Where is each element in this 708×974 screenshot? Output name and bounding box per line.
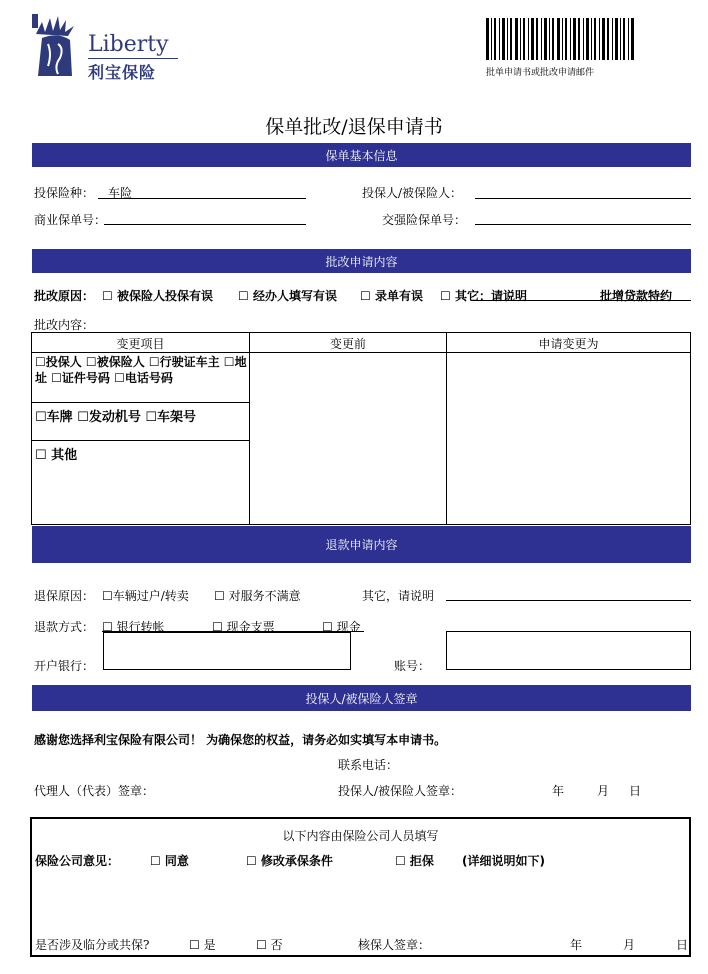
sign-year: 年 xyxy=(552,784,565,798)
barcode-caption: 批单申请书或批改申请邮件 xyxy=(486,68,595,78)
change-reason-opt3[interactable]: ☐ 录单有误 xyxy=(360,289,423,303)
change-reason-label: 批改原因： xyxy=(34,289,95,303)
change-content-label: 批改内容： xyxy=(34,318,95,332)
company-section-title: 以下内容由保险公司人员填写 xyxy=(282,829,439,843)
refund-reason-other-field[interactable] xyxy=(446,600,691,601)
checkbox-icon[interactable]: ☐ xyxy=(360,289,371,303)
refund-reason-label: 退保原因： xyxy=(34,589,95,603)
logo-chinese: 利宝保险 xyxy=(88,63,157,82)
phone-label: 联系电话： xyxy=(338,758,399,772)
company-year: 年 xyxy=(570,938,583,952)
insured-sign-label: 投保人/被保险人签章： xyxy=(338,784,463,798)
refund-reason-opt1[interactable]: ☐车辆过户/转卖 xyxy=(102,589,189,603)
company-opinion-label: 保险公司意见： xyxy=(35,854,120,868)
change-before-field[interactable] xyxy=(250,353,446,524)
company-day: 日 xyxy=(676,938,689,952)
compulsory-policy-field[interactable] xyxy=(475,224,691,225)
liberty-logo xyxy=(28,14,188,84)
compulsory-policy-label: 交强险保单号： xyxy=(382,213,467,227)
barcode-icon xyxy=(486,18,636,60)
underwriter-sign-label: 核保人签章： xyxy=(358,938,431,952)
joint-question: 是否涉及临分或共保? xyxy=(35,938,150,952)
sign-month: 月 xyxy=(597,784,610,798)
change-reason-other[interactable]: ☐ 其它：请说明 xyxy=(440,289,527,303)
opinion-agree[interactable]: ☐ 同意 xyxy=(150,854,189,868)
refund-method-cheque[interactable]: ☐ 现金支票 xyxy=(212,620,275,634)
change-reason-opt2[interactable]: ☐ 经办人填写有误 xyxy=(238,289,337,303)
insurance-type-label: 投保险种： xyxy=(34,186,95,200)
change-reason-opt1[interactable]: ☐ 被保险人投保有误 xyxy=(102,289,213,303)
insured-label: 投保人/被保险人： xyxy=(362,186,463,200)
refund-method-cash[interactable]: ☐ 现金 xyxy=(322,620,361,634)
thanks-text: 感谢您选择利宝保险有限公司！ 为确保您的权益，请务必如实填写本申请书。 xyxy=(34,733,447,747)
change-reason-other-value[interactable]: 批增贷款特约 xyxy=(600,289,673,303)
refund-method-label: 退款方式： xyxy=(34,620,95,634)
section-basic-header: 保单基本信息 xyxy=(32,143,691,167)
commercial-policy-field[interactable] xyxy=(104,224,306,225)
opinion-modify[interactable]: ☐ 修改承保条件 xyxy=(246,854,333,868)
insured-field[interactable] xyxy=(475,198,691,199)
logo-underline xyxy=(88,58,178,59)
page-title: 保单批改/退保申请书 xyxy=(265,116,443,138)
commercial-policy-label: 商业保单号： xyxy=(34,213,107,227)
change-items-group3[interactable]: ☐ 其他 xyxy=(35,448,78,463)
sign-day: 日 xyxy=(629,784,642,798)
account-label: 账号： xyxy=(394,659,431,673)
joint-no[interactable]: ☐ 否 xyxy=(256,938,283,952)
change-reason-other-line xyxy=(472,300,691,301)
account-field[interactable] xyxy=(446,631,691,670)
section-sign-header: 投保人/被保险人签章 xyxy=(32,685,691,711)
agent-sign-label: 代理人（代表）签章： xyxy=(34,784,155,798)
bank-field[interactable] xyxy=(103,632,351,670)
section-change-header: 批改申请内容 xyxy=(32,249,691,273)
refund-reason-opt2[interactable]: ☐ 对服务不满意 xyxy=(214,589,301,603)
opinion-detail-note: (详细说明如下) xyxy=(462,854,545,868)
section-refund-header: 退款申请内容 xyxy=(32,526,691,563)
insurance-type-value[interactable]: 车险 xyxy=(108,186,133,200)
refund-method-bank[interactable]: ☐ 银行转帐 xyxy=(102,620,165,634)
table-header-after: 申请变更为 xyxy=(538,337,599,351)
checkbox-icon[interactable]: ☐ xyxy=(102,289,113,303)
table-header-before: 变更前 xyxy=(329,337,366,351)
change-items-group2[interactable]: ☐车牌 ☐发动机号 ☐车架号 xyxy=(35,410,197,425)
checkbox-icon[interactable]: ☐ xyxy=(440,289,451,303)
table-row-divider-1 xyxy=(31,402,250,403)
bank-label: 开户银行： xyxy=(34,659,95,673)
statue-of-liberty-icon xyxy=(28,14,86,80)
change-after-field[interactable] xyxy=(447,353,690,524)
change-items-group1[interactable]: ☐投保人 ☐被保险人 ☐行驶证车主 ☐地址 ☐证件号码 ☐电话号码 xyxy=(35,355,247,385)
table-header-item: 变更项目 xyxy=(116,337,165,351)
checkbox-icon[interactable]: ☐ xyxy=(238,289,249,303)
company-month: 月 xyxy=(623,938,636,952)
table-row-divider-2 xyxy=(31,440,250,441)
logo-english: Liberty xyxy=(88,32,169,57)
refund-reason-other: 其它，请说明 xyxy=(362,589,435,603)
insurance-type-field[interactable] xyxy=(98,198,306,199)
opinion-reject[interactable]: ☐ 拒保 xyxy=(395,854,434,868)
joint-yes[interactable]: ☐ 是 xyxy=(189,938,216,952)
